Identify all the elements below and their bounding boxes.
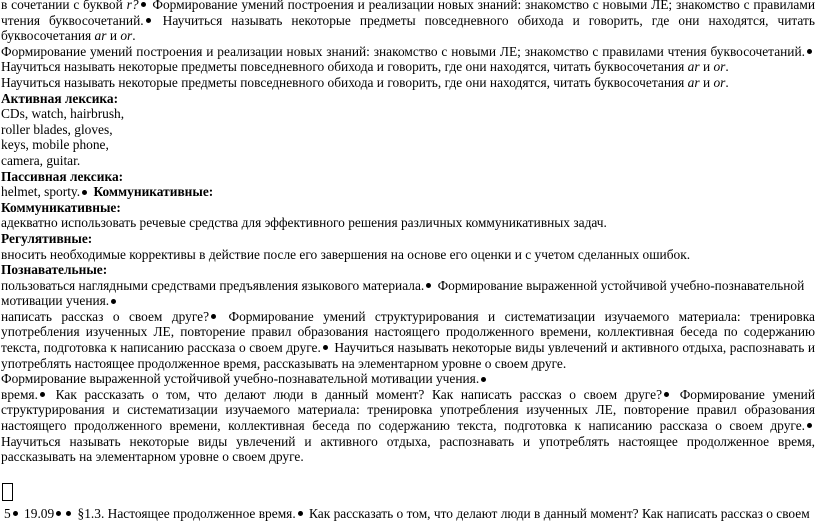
bullet-icon bbox=[807, 49, 812, 54]
empty-table-cell bbox=[2, 483, 13, 501]
bullet-icon bbox=[323, 345, 328, 350]
text-run: r? bbox=[126, 0, 139, 12]
bullet-icon bbox=[211, 314, 216, 319]
text-run: Формирование умений построения и реализации новых знаний: знакомство с новыми ЛЕ; знакомство с правилами чтения буквосочетаний. bbox=[1, 0, 815, 28]
bullet-icon bbox=[664, 392, 669, 397]
text-run: Научиться называть некоторые предметы повседневного обихода и говорить, где они находятся, читать буквосочетания bbox=[1, 59, 688, 75]
regulatory-text: вносить необходимые коррективы в действие после его завершения на основе его оценки и с учетом сделанных ошибок. bbox=[1, 246, 691, 262]
text-run: ar bbox=[687, 74, 700, 90]
bullet-icon bbox=[111, 299, 116, 304]
active-vocab-line: keys, mobile phone, bbox=[1, 137, 109, 153]
paragraph-motivation bbox=[1, 371, 815, 387]
text-run: or bbox=[713, 74, 726, 90]
text-run: в сочетании с буквой bbox=[1, 0, 127, 12]
cognitive-text bbox=[1, 278, 815, 309]
bullet-icon bbox=[13, 511, 18, 516]
paragraph-time bbox=[1, 387, 815, 465]
text-run: и bbox=[699, 74, 714, 90]
text-run: и bbox=[699, 59, 714, 75]
text-run: Коммуникативные: bbox=[90, 184, 214, 200]
text-run: ar bbox=[687, 59, 700, 75]
communicative-text: адекватно использовать речевые средства для эффективного решения различных коммуникативных задач. bbox=[1, 215, 607, 231]
text-run: helmet, sporty. bbox=[1, 184, 81, 200]
regulatory-heading: Регулятивные: bbox=[1, 230, 93, 246]
bullet-icon bbox=[298, 511, 303, 516]
bullet-icon bbox=[807, 423, 812, 428]
paragraph-formation bbox=[1, 44, 815, 75]
bullet-icon bbox=[146, 18, 151, 23]
text-run: or bbox=[120, 28, 133, 44]
active-vocab-line: roller blades, gloves, bbox=[1, 121, 113, 137]
text-run: Научиться называть некоторые предметы повседневного обихода и говорить, где они находятся, читать буквосочетания bbox=[1, 12, 815, 44]
active-vocab-line: CDs, watch, hairbrush, bbox=[1, 106, 125, 122]
passive-vocab-heading: Пассивная лексика: bbox=[1, 168, 124, 184]
text-run: Научиться называть некоторые виды увлечений и активного отдыха, распознавать и употреблять настоящее продолженное время, рассказывать на элементарном уровне о своем друге. bbox=[1, 433, 815, 465]
paragraph-learn bbox=[1, 75, 815, 91]
document-body bbox=[1, 0, 815, 465]
text-run: . bbox=[132, 28, 136, 44]
paragraph-intro bbox=[1, 0, 815, 44]
text-run: написать рассказ о своем друге? bbox=[1, 308, 210, 324]
text-run: Формирование умений построения и реализации новых знаний: знакомство с новыми ЛЕ; знакомство с правилами чтения буквосочетаний. bbox=[1, 43, 805, 59]
text-run: ar bbox=[94, 28, 107, 44]
text-run: Научиться называть некоторые предметы повседневного обихода и говорить, где они находятся, читать буквосочетания bbox=[1, 74, 688, 90]
communicative-heading: Коммуникативные: bbox=[1, 199, 121, 215]
text-run: пользоваться наглядными средствами предъявления языкового материала. bbox=[1, 277, 425, 293]
active-vocab-line: camera, guitar. bbox=[1, 152, 81, 168]
active-vocab-heading: Активная лексика: bbox=[1, 90, 119, 106]
bullet-icon bbox=[481, 377, 486, 382]
bullet-icon bbox=[426, 283, 431, 288]
bullet-icon bbox=[40, 392, 45, 397]
bullet-icon bbox=[82, 190, 87, 195]
text-run: Формирование умений структурирования и систематизации изучаемого материала: тренировка употребления изученных ЛЕ, повторение правил образования настоящего продолженного времени, коллективная беседа по содержанию текста, подготовка к написанию рассказа о своем друге. bbox=[1, 386, 815, 434]
bullet-icon bbox=[141, 2, 146, 7]
text-run: or bbox=[713, 59, 726, 75]
bullet-icon bbox=[66, 511, 71, 516]
text-run: . bbox=[725, 59, 729, 75]
text-run: Научиться называть некоторые виды увлечений и активного отдыха, распознавать и употреблять настоящее продолженное время, рассказывать на элементарном уровне о своем друге. bbox=[1, 340, 816, 371]
text-run: и bbox=[106, 28, 121, 44]
lesson-number: 5 bbox=[4, 506, 11, 521]
lesson-section: §1.3. Настоящее продолженное время. bbox=[74, 506, 296, 521]
text-run: Формирование выраженной устойчивой учебно-познавательной мотивации учения. bbox=[1, 277, 805, 309]
text-run: . bbox=[725, 74, 729, 90]
text-run: Как рассказать о том, что делают люди в данный момент? Как написать рассказ о своем друге? bbox=[47, 386, 663, 402]
text-run: время. bbox=[1, 386, 38, 402]
bullet-icon bbox=[56, 511, 61, 516]
text-run: Формирование выраженной устойчивой учебно-познавательной мотивации учения. bbox=[1, 371, 480, 387]
paragraph-story bbox=[1, 309, 815, 371]
lesson-date: 19.09 bbox=[20, 506, 55, 521]
lesson-question: Как рассказать о том, что делают люди в данный момент? Как написать рассказ о своем bbox=[305, 506, 810, 521]
text-run: Формирование умений структурирования и систематизации изучаемого материала: тренировка употребления изученных ЛЕ, повторение правил образования настоящего продолженного времени, коллективная беседа по содержанию текста, подготовка к написанию рассказа о своем друге. bbox=[1, 308, 815, 356]
passive-vocab-line bbox=[1, 184, 815, 200]
lesson-row bbox=[4, 506, 810, 522]
cognitive-heading: Познавательные: bbox=[1, 262, 108, 278]
